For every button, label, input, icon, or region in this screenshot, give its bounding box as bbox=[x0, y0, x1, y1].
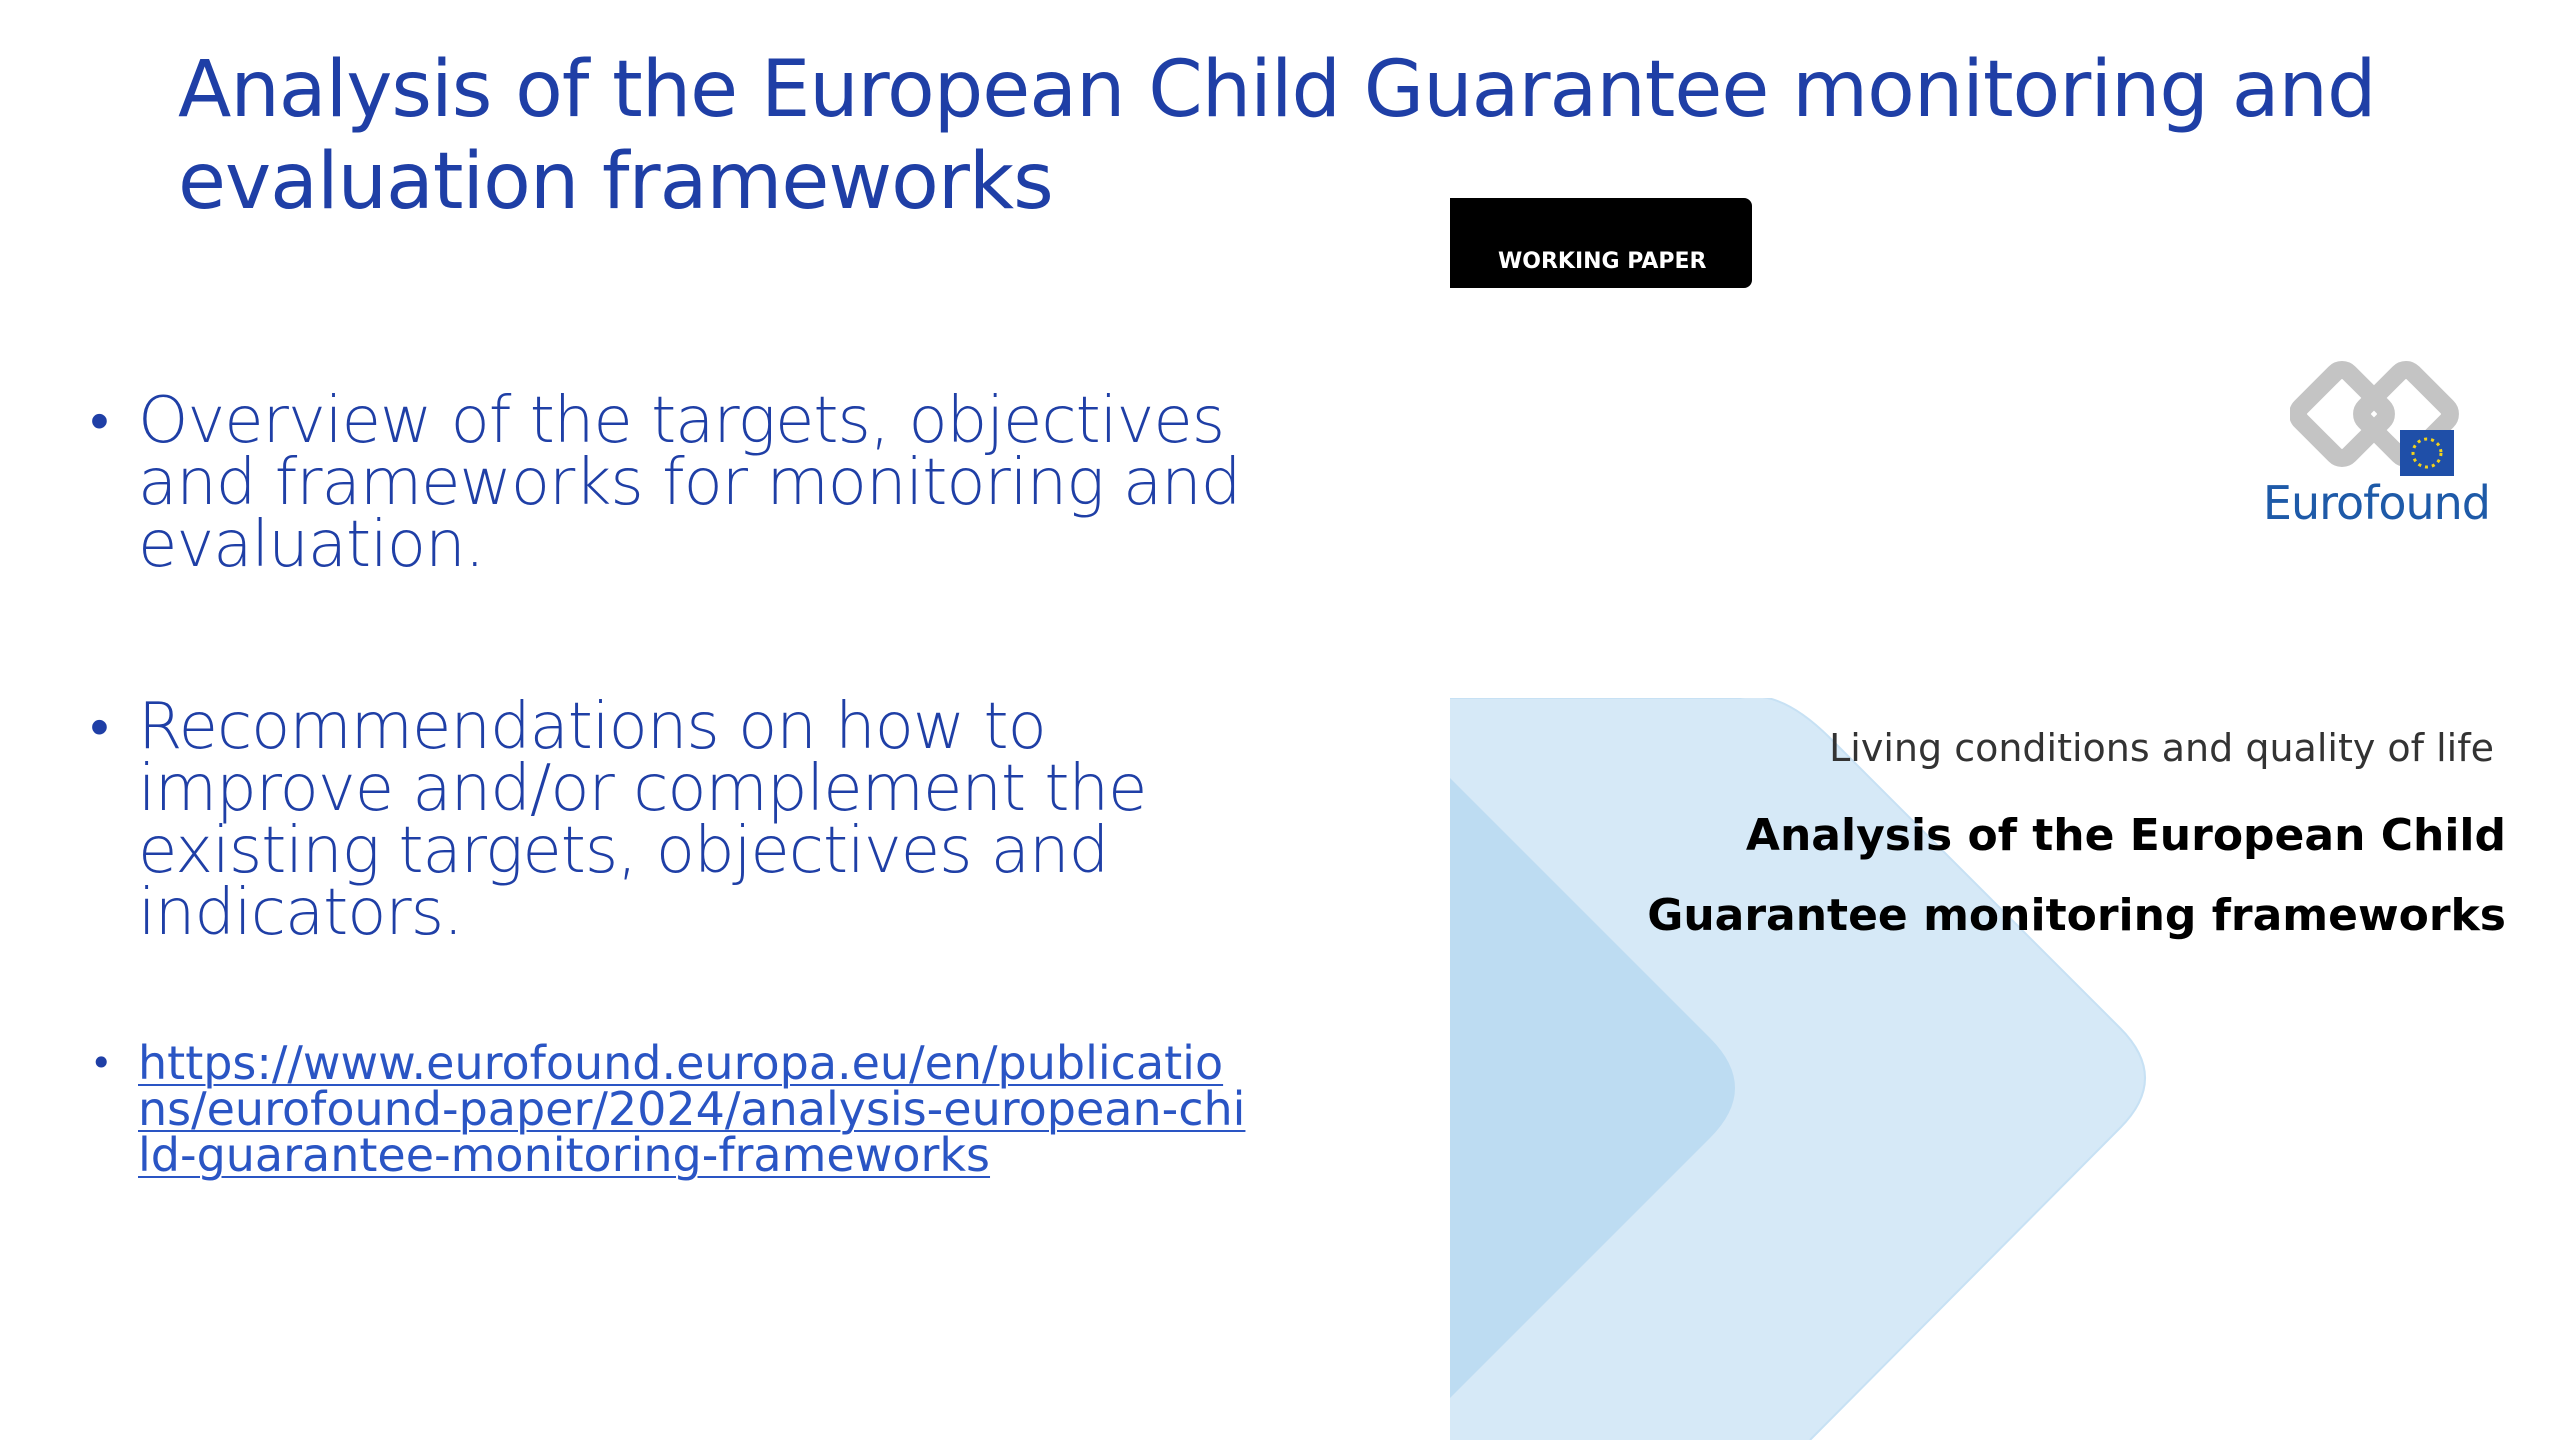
cover-category: Living conditions and quality of life bbox=[1829, 726, 2494, 770]
bullet-overview bbox=[90, 384, 1250, 582]
bullet-dot: • bbox=[90, 389, 108, 452]
bullet-dot: • bbox=[90, 1041, 113, 1085]
logo-text: Eurofound bbox=[2262, 476, 2490, 530]
cover-title: Analysis of the European Child Guarantee monitoring frameworks bbox=[1647, 810, 2506, 941]
slide-title: Analysis of the European Child Guarantee monitoring and evaluation frameworks bbox=[178, 45, 2376, 227]
bullet-text: Recommendations on how to improve and/or complement the existing targets, objectives and indicators. bbox=[138, 690, 1147, 950]
bullet-text: Overview of the targets, objectives and frameworks for monitoring and evaluation. bbox=[138, 384, 1241, 582]
publication-link[interactable]: https://www.eurofound.europa.eu/en/publications/eurofound-paper/2024/analysis-european-child-guarantee-monitoring-frameworks bbox=[138, 1036, 1246, 1182]
bullet-link bbox=[90, 1036, 1250, 1182]
working-paper-badge bbox=[1450, 198, 1752, 288]
eurofound-logo-icon bbox=[2290, 358, 2470, 483]
badge-label: WORKING PAPER bbox=[1498, 249, 1707, 274]
bullet-recommendations bbox=[90, 690, 1250, 950]
bullet-dot: • bbox=[90, 695, 108, 758]
bullet-list bbox=[90, 384, 1250, 1182]
report-cover-image bbox=[1450, 198, 2560, 1440]
eurofound-logo bbox=[2200, 358, 2490, 538]
